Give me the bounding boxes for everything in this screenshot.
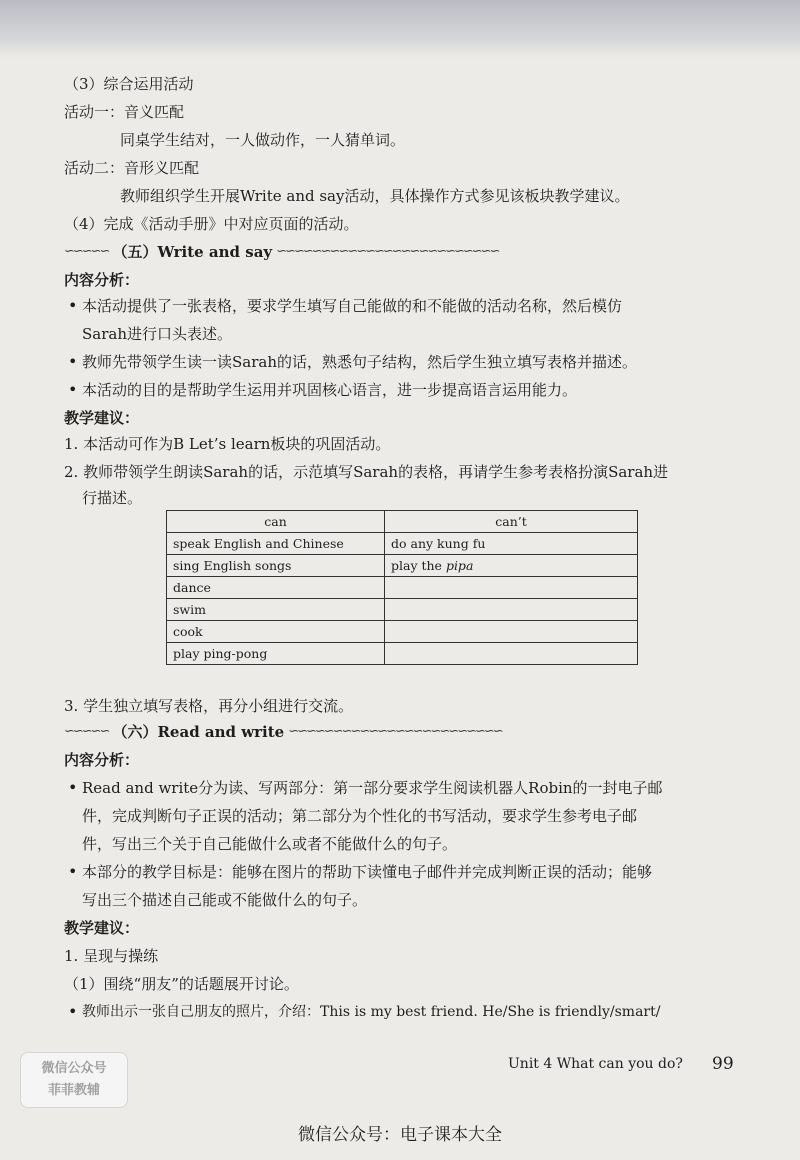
teaching-advice-label: 教学建议：: [64, 919, 140, 937]
advice-item: • 教师出示一张自己朋友的照片，介绍：This is my best friend. He/She is friendly/smart/: [82, 1002, 660, 1022]
analysis-item-cont: 写出三个描述自己能或不能做什么的句子。: [82, 891, 368, 909]
cant-cell: [385, 555, 638, 577]
advice-item: （1）围绕“朋友”的话题展开讨论。: [64, 975, 299, 993]
cant-cell-text: play the pipa: [391, 558, 474, 573]
cant-cell: [385, 577, 638, 599]
analysis-item: • 本活动提供了一张表格，要求学生填写自己能做的和不能做的活动名称，然后模仿: [82, 296, 622, 316]
advice-item: 2. 教师带领学生朗读Sarah的话，示范填写Sarah的表格，再请学生参考表格扮演Sarah进: [64, 463, 669, 481]
footer-unit-title: Unit 4 What can you do?: [508, 1056, 683, 1072]
analysis-item-cont: 件，完成判断句子正误的活动；第二部分为个性化的书写活动，要求学生参考电子邮: [82, 807, 638, 825]
watermark-stamp: [20, 1052, 128, 1108]
advice-item: 1. 呈现与操练: [64, 947, 159, 965]
activity2-label: 活动二：音形义匹配: [64, 159, 200, 177]
can-cant-table: [166, 510, 638, 665]
can-cell: dance: [167, 577, 385, 599]
can-cell: cook: [167, 621, 385, 643]
table-row: [167, 555, 638, 577]
can-cell: speak English and Chinese: [167, 533, 385, 555]
header-cant: can’t: [385, 511, 638, 533]
can-cell: swim: [167, 599, 385, 621]
analysis-item-cont: 件，写出三个关于自己能做什么或者不能做什么的句子。: [82, 835, 458, 853]
cant-cell: [385, 599, 638, 621]
wave-decoration: ∽∽∽∽∽: [64, 724, 109, 739]
cant-cell: [385, 621, 638, 643]
activity1-text: 同桌学生结对，一人做动作，一人猜单词。: [120, 131, 406, 149]
italic-word: pipa: [445, 558, 474, 573]
table-row: [167, 533, 638, 555]
cant-cell: do any kung fu: [385, 533, 638, 555]
content-analysis-label: 内容分析：: [64, 751, 140, 769]
can-cell: play ping-pong: [167, 643, 385, 665]
write-and-say-title: （五）Write and say: [112, 243, 273, 261]
wave-decoration: ∽∽∽∽∽∽∽∽∽∽∽∽∽∽∽∽∽∽∽∽∽∽∽∽∽: [276, 244, 499, 259]
teaching-advice-label: 教学建议：: [64, 409, 140, 427]
table-row: [167, 621, 638, 643]
advice-item-cont: 行描述。: [82, 489, 143, 507]
table-row: [167, 599, 638, 621]
can-cell: sing English songs: [167, 555, 385, 577]
header-can: can: [167, 511, 385, 533]
wave-decoration: ∽∽∽∽∽: [64, 244, 109, 259]
table-header-row: [167, 511, 638, 533]
read-and-write-heading: [64, 722, 502, 742]
watermark-line: 微信公众号: [41, 1061, 107, 1076]
analysis-item: • 本活动的目的是帮助学生运用并巩固核心语言，进一步提高语言运用能力。: [82, 380, 577, 400]
content-analysis-label: 内容分析：: [64, 271, 140, 289]
section3-title: （3）综合运用活动: [64, 75, 194, 93]
advice-item: 1. 本活动可作为B Let’s learn板块的巩固活动。: [64, 435, 391, 453]
table-row: [167, 643, 638, 665]
read-and-write-title: （六）Read and write: [112, 723, 285, 741]
cant-cell: [385, 643, 638, 665]
watermark-line: 菲菲教辅: [47, 1083, 100, 1098]
activity1-label: 活动一：音义匹配: [64, 103, 185, 121]
bottom-caption: 微信公众号：电子课本大全: [298, 1125, 502, 1145]
analysis-item-cont: Sarah进行口头表述。: [82, 325, 232, 343]
section4-title: （4）完成《活动手册》中对应页面的活动。: [64, 215, 359, 233]
table-row: [167, 577, 638, 599]
write-and-say-heading: [64, 242, 498, 262]
page-number: 99: [712, 1054, 734, 1074]
analysis-item: • 教师先带领学生读一读Sarah的话，熟悉句子结构，然后学生独立填写表格并描述。: [82, 352, 637, 372]
activity2-text: 教师组织学生开展Write and say活动，具体操作方式参见该板块教学建议。: [120, 187, 630, 205]
analysis-item: • Read and write分为读、写两部分：第一部分要求学生阅读机器人Robin的一封电子邮: [82, 778, 663, 798]
advice-item: 3. 学生独立填写表格，再分小组进行交流。: [64, 697, 354, 715]
analysis-item: • 本部分的教学目标是：能够在图片的帮助下读懂电子邮件并完成判断正误的活动；能够: [82, 862, 652, 882]
wave-decoration: ∽∽∽∽∽∽∽∽∽∽∽∽∽∽∽∽∽∽∽∽∽∽∽∽: [288, 724, 502, 739]
